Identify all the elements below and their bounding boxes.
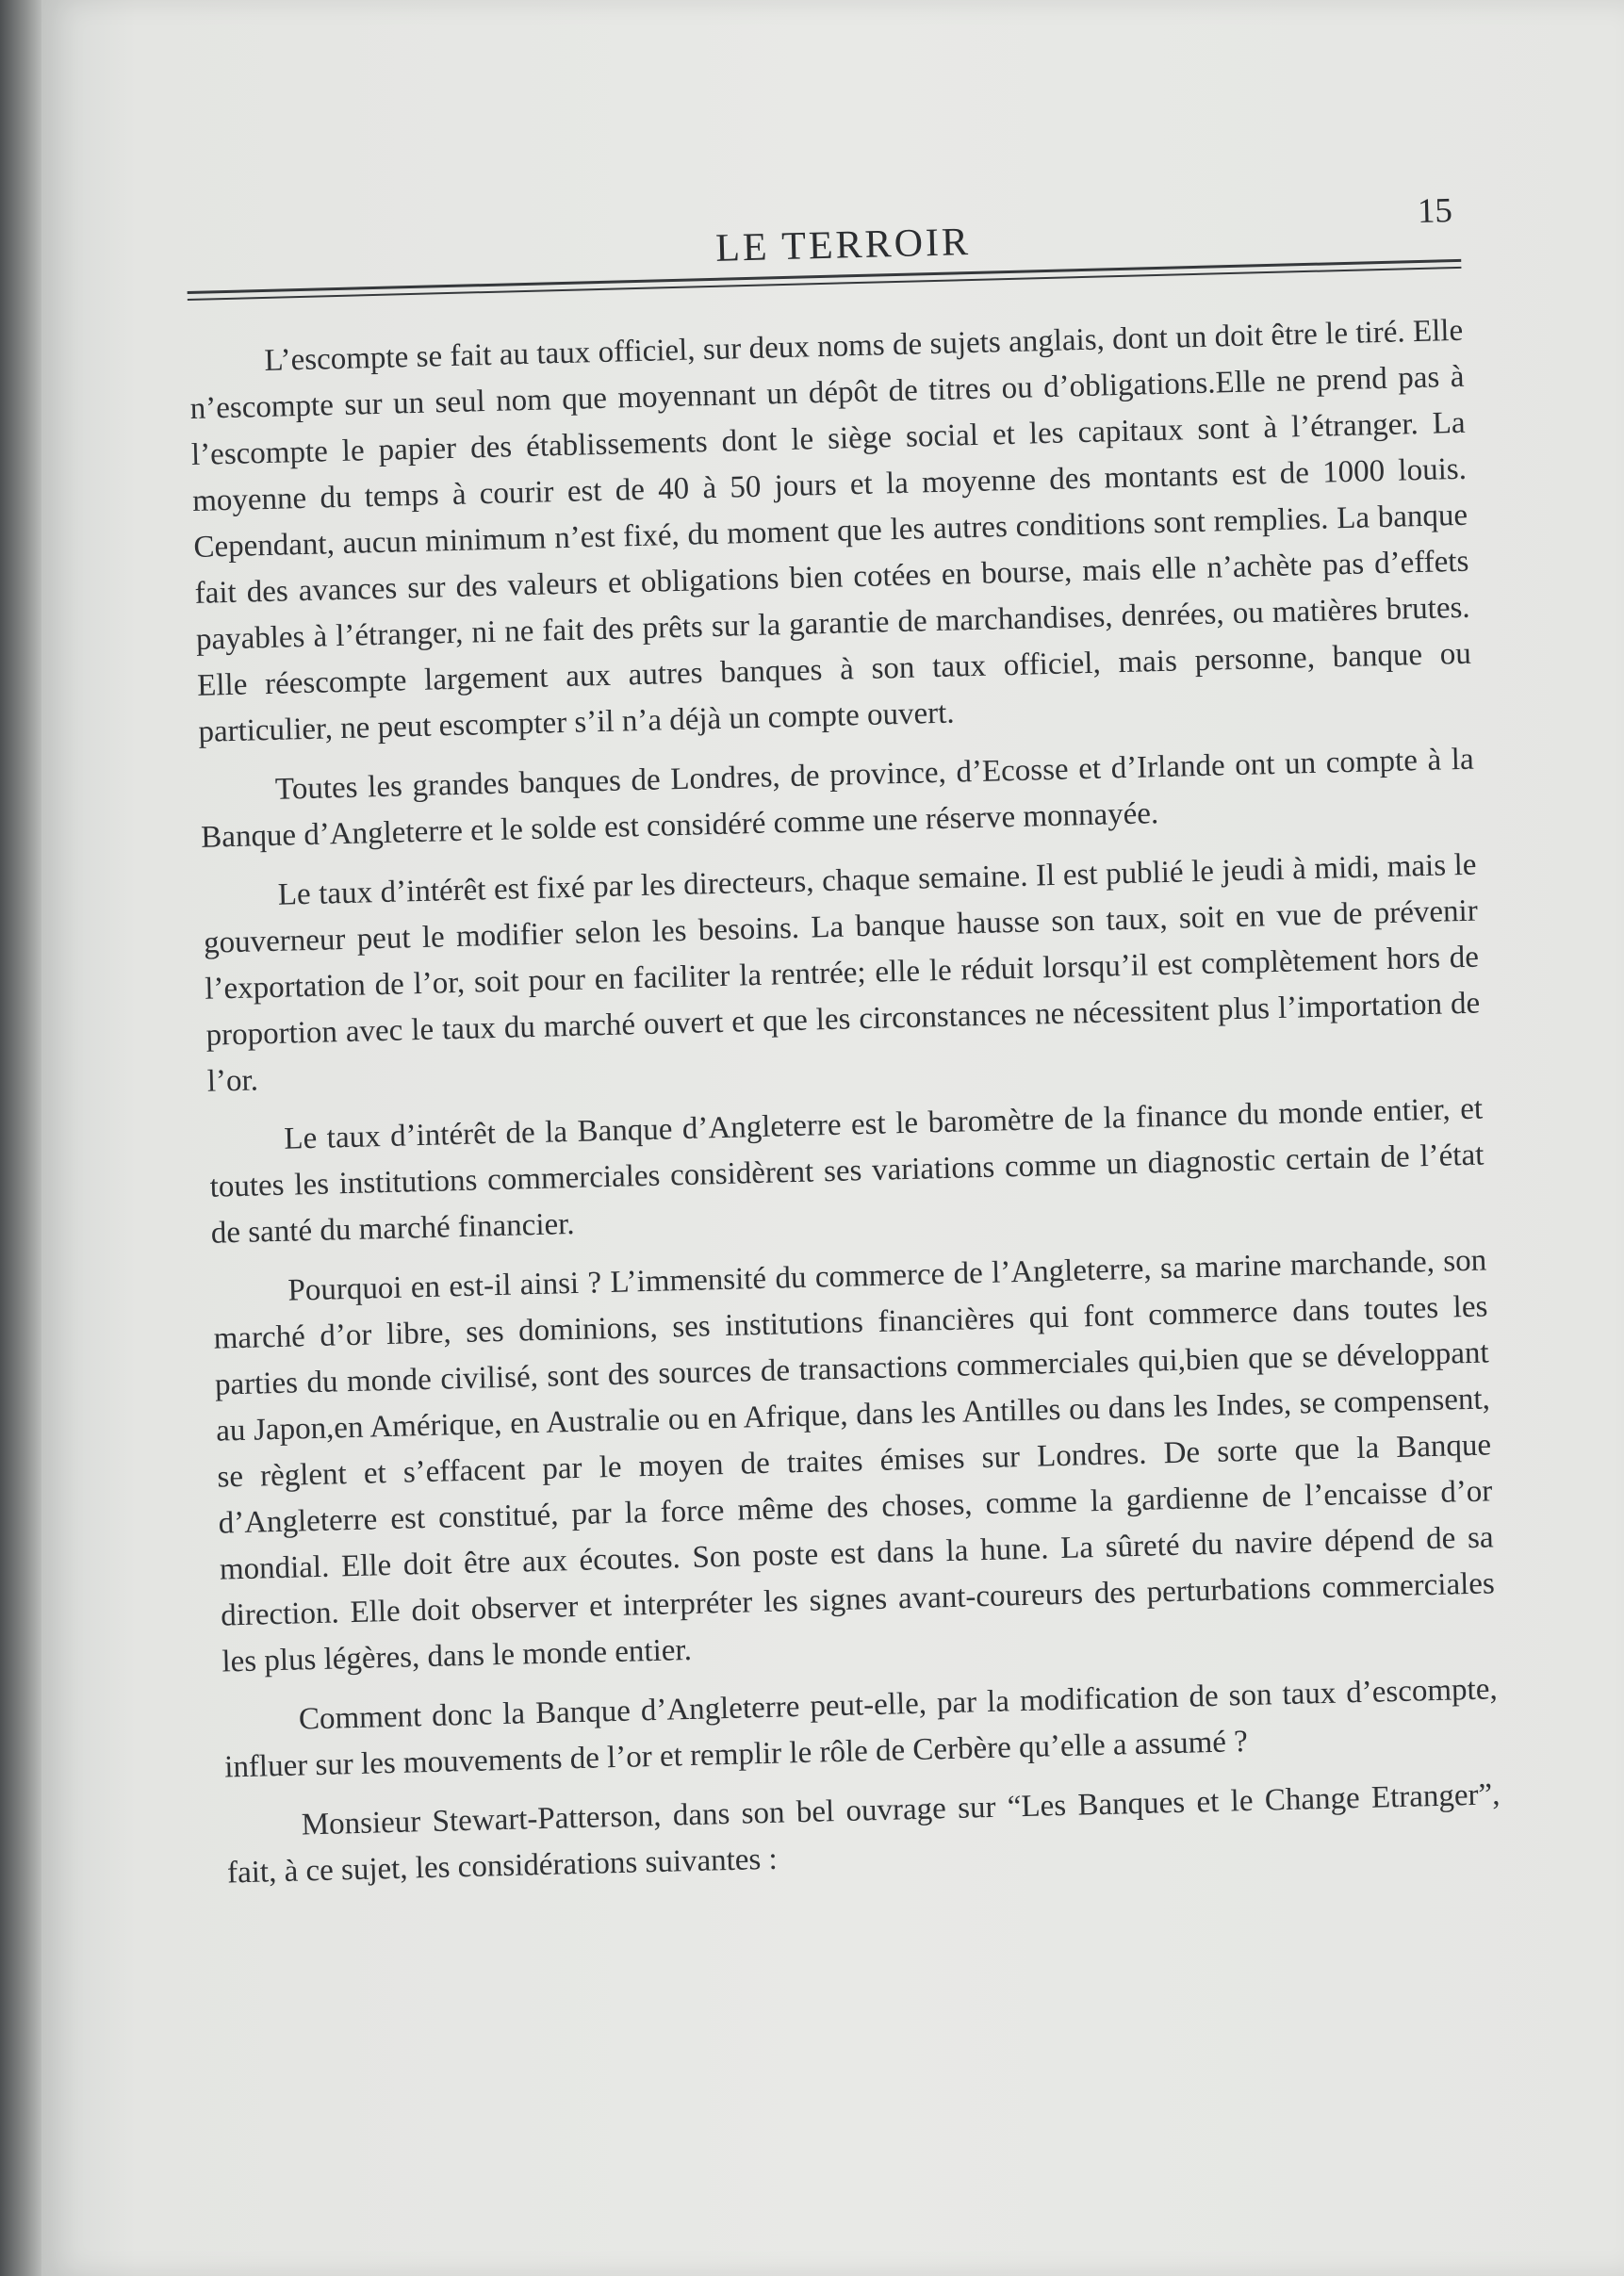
paragraph-pourquoi: Pourquoi en est-il ainsi ? L’immensité du commerce de l’Angleterre, sa marine marchande, son marché d’or libre, ses dominions, ses institutions financières qui font commerce dans toutes les parties du monde civilisé, sont des sources de transactions commerciales qui,bien que se développant au Japon,en Amérique, en Australie ou en Afrique, dans les Antilles ou dans les Indes, se compensent, se règlent et s’effacent par le moyen de traites émises sur Londres. De sorte que la Banque d’Angleterre est constitué, par la force même des choses, comme la gardienne de l’encaisse d’or mondial. Elle doit être aux écoutes. Son poste est dans la hune. La sûreté du navire dépend de sa direction. Elle doit observer et interpréter les signes avant-coureurs des perturbations commerciales les plus légères, dans le monde entier. [213,1243,1496,1679]
paragraph-stewart-patterson: Monsieur Stewart-Patterson, dans son bel ouvrage sur “Les Banques et le Change Etranger”, fait, à ce sujet, les considérations suivantes : [226,1777,1501,1891]
paragraph-comment: Comment donc la Banque d’Angleterre peut-elle, par la modification de son taux d’escompte, influer sur les mouvements de l’or et remplir le rôle de Cerbère qu’elle a assumé ? [223,1672,1499,1785]
body-text [189,308,1502,1910]
page-number: 15 [1417,191,1453,231]
paragraph-escompte: L’escompte se fait au taux officiel, sur deux noms de sujets anglais, dont un doit être le tiré. Elle n’escompte sur un seul nom que moyennant un dépôt de titres ou d’obligations.Elle ne prend pas à l’escompte le papier des établissements dont le siège social et les capitaux sont à l’étranger. La moyenne du temps à courir est de 40 à 50 jours et la moyenne des montants est de 1000 louis. Cependant, aucun minimum n’est fixé, du moment que les autres conditions sont remplies. La banque fait des avances sur des valeurs et obligations bien cotées en bourse, mais elle n’achète pas d’effets payables à l’étranger, ni ne fait des prêts sur la garantie de marchandises, denrées, ou matières brutes. Elle réescompte largement aux autres banques à son taux officiel, mais personne, banque ou particulier, ne peut escompter s’il n’a déjà un compte ouvert. [189,313,1472,749]
paragraph-taux-interet: Le taux d’intérêt est fixé par les directeurs, chaque semaine. Il est publié le jeudi à midi, mais le gouverneur peut le modifier selon les besoins. La banque hausse son taux, soit en vue de prévenir l’exportation de l’or, soit pour en faciliter la rentrée; elle le réduit lorsqu’il est complètement hors de proportion avec le taux du marché ouvert et que les circonstances ne nécessitent plus l’importation de l’or. [203,847,1481,1099]
running-title: LE TERROIR [714,220,972,270]
paragraph-grandes-banques: Toutes les grandes banques de Londres, de province, d’Ecosse et d’Irlande ont un compte à la Banque d’Angleterre et le solde est considéré comme une réserve monnayée. [200,742,1475,855]
book-gutter [0,0,41,2276]
paragraph-barometre: Le taux d’intérêt de la Banque d’Angleterre est le baromètre de la finance du monde entier, et toutes les institutions commerciales considèrent ses variations comme un diagnostic certain de l’état de santé du marché financier. [209,1091,1485,1251]
